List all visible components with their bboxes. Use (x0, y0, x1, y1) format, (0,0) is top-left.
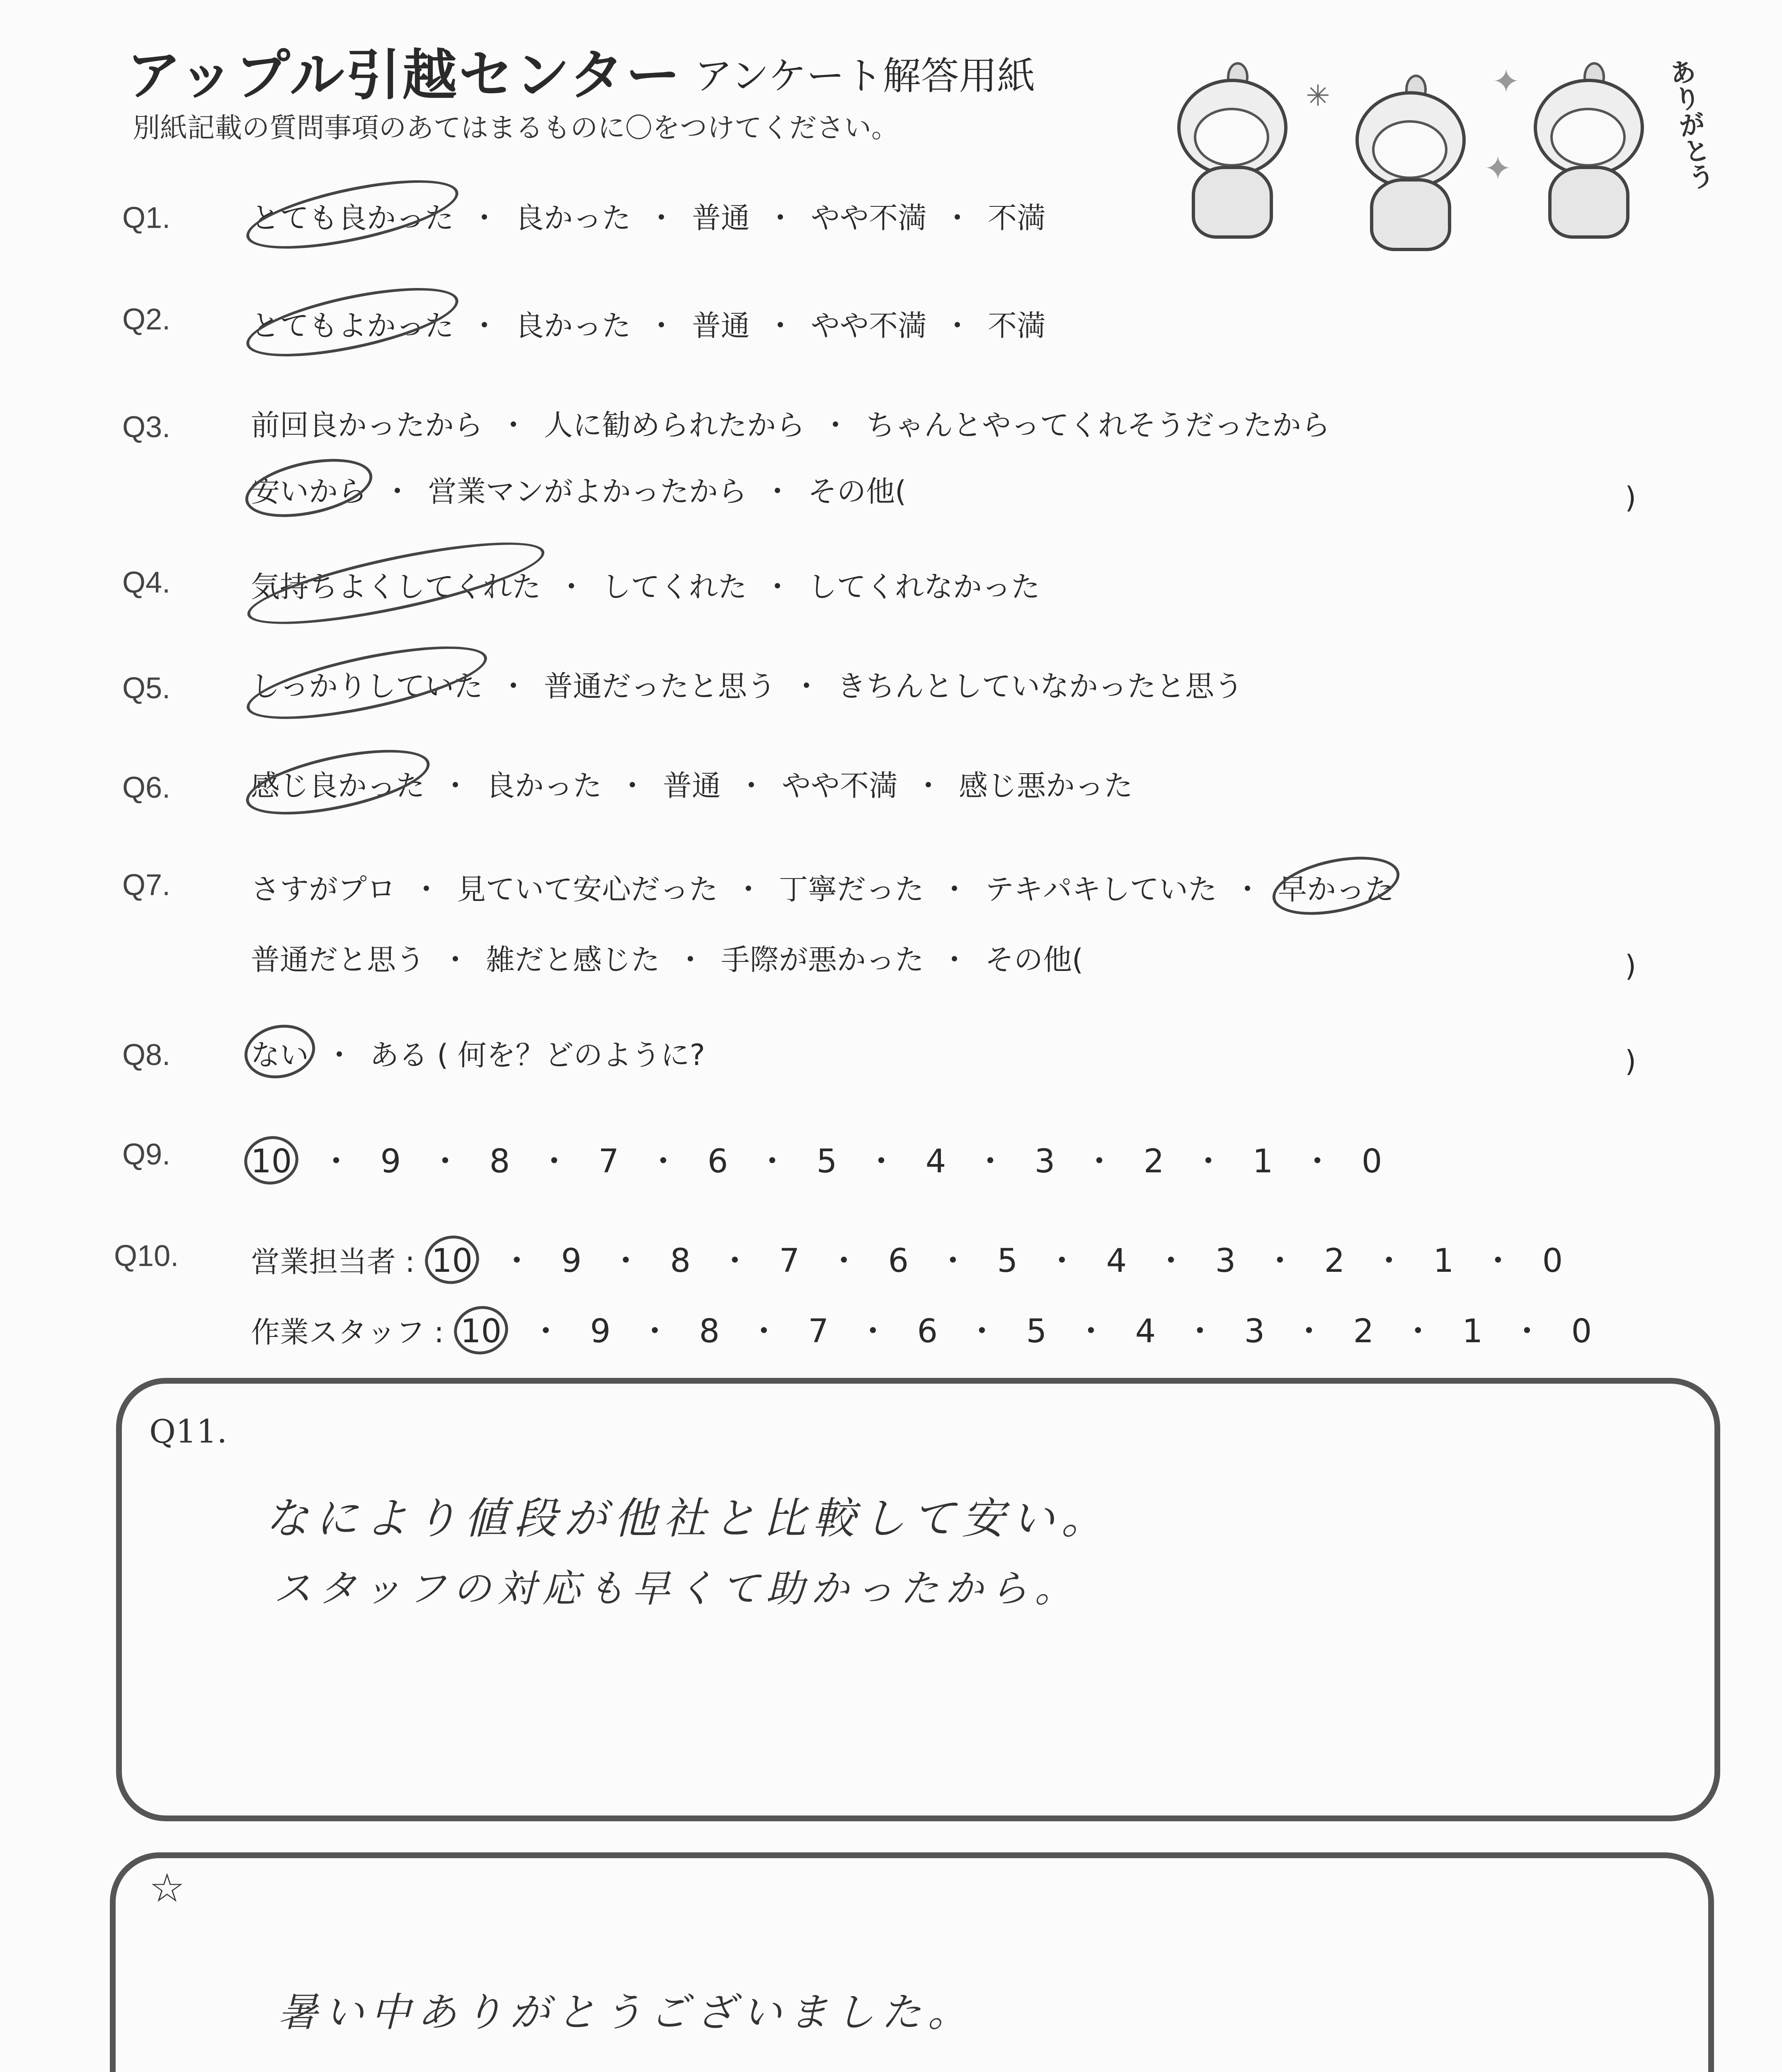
form-subtitle: アンケート解答用紙 (694, 54, 1035, 98)
option-separator: ・ (737, 1313, 790, 1350)
answer-option[interactable]: 普通だったと思う (544, 669, 776, 703)
answer-option[interactable]: 3 (1244, 1313, 1265, 1350)
answer-options-row (251, 762, 1133, 804)
option-separator: ・ (470, 201, 499, 235)
thanks-lettering: ありがとう (1663, 56, 1717, 192)
option-separator: ・ (676, 943, 705, 977)
option-separator: ・ (746, 1143, 799, 1180)
option-separator: ・ (955, 1313, 1009, 1350)
option-separator: ・ (817, 1242, 870, 1280)
option-separator: ・ (763, 570, 792, 604)
answer-option-selected[interactable]: 10 (251, 1143, 292, 1180)
answer-option[interactable]: 6 (707, 1143, 728, 1180)
answer-option[interactable]: 7 (808, 1313, 829, 1350)
q11-label: Q11. (149, 1413, 227, 1450)
question-number: Q9. (122, 1138, 171, 1171)
answer-option[interactable]: やや不満 (811, 309, 927, 343)
answer-option[interactable]: 2 (1353, 1313, 1374, 1350)
answer-options-row (251, 1305, 1592, 1352)
answer-option[interactable]: 2 (1324, 1242, 1345, 1280)
option-separator: ・ (419, 1143, 472, 1180)
answer-options-row (251, 195, 1046, 237)
form-instruction: 別紙記載の質問事項のあてはまるものに〇をつけてください。 (133, 112, 899, 144)
answer-option[interactable]: 雑だと感じた (486, 943, 660, 977)
answer-option[interactable]: 8 (489, 1143, 510, 1180)
answer-option-selected[interactable]: しっかりしていた (251, 663, 483, 705)
option-separator: ・ (325, 1038, 354, 1072)
answer-option[interactable]: 5 (816, 1143, 837, 1180)
answer-option-selected[interactable]: 早かった (1278, 866, 1394, 908)
option-separator: ・ (792, 669, 821, 703)
question-number: Q10. (114, 1239, 179, 1273)
message-line (278, 2068, 1342, 2072)
answer-options-row (251, 564, 1040, 605)
option-separator: ・ (1283, 1313, 1336, 1350)
option-separator: ・ (943, 309, 972, 343)
answer-option-selected[interactable]: 感じ良かった (251, 762, 425, 804)
answer-option[interactable]: やや不満 (782, 769, 898, 803)
answer-option[interactable]: その他( (808, 474, 907, 508)
answer-option[interactable]: 不満 (988, 201, 1046, 235)
option-separator: ・ (310, 1143, 363, 1180)
answer-option[interactable]: 9 (380, 1143, 401, 1180)
option-separator: ・ (1253, 1242, 1307, 1280)
answer-option[interactable]: 1 (1462, 1313, 1483, 1350)
answer-option[interactable]: 6 (917, 1313, 938, 1350)
option-separator: ・ (737, 769, 766, 803)
option-separator: ・ (766, 309, 795, 343)
question-number: Q3. (122, 411, 171, 444)
mascot-monkey-illustration (1161, 62, 1297, 240)
option-separator: ・ (914, 769, 943, 803)
q11-comment-line: なにより値段が他社と比較して安い。 (265, 1493, 1111, 1544)
option-separator: ・ (557, 570, 586, 604)
answer-options-row (251, 468, 906, 510)
answer-option[interactable]: 不満 (988, 309, 1046, 343)
question-number: Q6. (122, 771, 171, 804)
answer-option[interactable]: やや不満 (811, 201, 927, 235)
answer-option[interactable]: 0 (1361, 1143, 1382, 1180)
answer-option[interactable]: ある ( 何を？どのように? (370, 1038, 705, 1072)
option-separator: ・ (1144, 1242, 1198, 1280)
answer-option[interactable]: 8 (699, 1313, 720, 1350)
answer-option-selected[interactable]: とてもよかった (251, 303, 454, 344)
option-separator: ・ (1501, 1313, 1554, 1350)
answer-option[interactable]: 4 (925, 1143, 946, 1180)
answer-options-row (251, 1135, 1382, 1182)
option-separator: ・ (708, 1242, 761, 1280)
option-separator: ・ (637, 1143, 690, 1180)
answer-option[interactable]: 8 (670, 1242, 691, 1280)
option-separator: ・ (628, 1313, 681, 1350)
sparkle-icon: ✦ (1492, 62, 1520, 101)
option-separator: ・ (855, 1143, 908, 1180)
option-separator: ・ (441, 769, 470, 803)
answer-option[interactable]: 7 (779, 1242, 800, 1280)
answer-option[interactable]: 感じ悪かった (959, 769, 1133, 803)
question-number: Q4. (122, 566, 171, 599)
sparkle-icon: ✳ (1306, 79, 1330, 113)
option-separator: ・ (1233, 872, 1262, 906)
option-separator: ・ (763, 474, 792, 508)
question-number: Q5. (122, 672, 171, 705)
answer-option[interactable]: 3 (1215, 1242, 1236, 1280)
answer-option[interactable]: テキパキしていた (985, 872, 1217, 906)
answer-option-selected[interactable]: 安いから (251, 468, 367, 510)
option-separator: ・ (499, 408, 528, 442)
star-icon: ☆ (149, 1865, 185, 1911)
answer-options-row (251, 937, 1083, 978)
option-separator: ・ (766, 201, 795, 235)
option-separator: ・ (647, 201, 676, 235)
answer-options-row (251, 303, 1046, 344)
option-separator: ・ (964, 1143, 1017, 1180)
answer-option[interactable]: 普通 (692, 309, 750, 343)
answer-options-row (251, 1032, 705, 1074)
answer-option[interactable]: 6 (888, 1242, 909, 1280)
question-number: Q8. (122, 1038, 171, 1072)
answer-option[interactable]: 5 (997, 1242, 1018, 1280)
option-separator: ・ (1064, 1313, 1118, 1350)
option-separator: ・ (599, 1242, 652, 1280)
answer-option[interactable]: 良かった (515, 309, 631, 343)
closing-parenthesis: ) (1625, 481, 1637, 515)
message-box[interactable] (110, 1852, 1714, 2072)
answer-option[interactable]: 0 (1571, 1313, 1592, 1350)
option-separator: ・ (1472, 1242, 1525, 1280)
answer-option[interactable]: 5 (1026, 1313, 1047, 1350)
option-separator: ・ (1035, 1242, 1089, 1280)
answer-option[interactable]: その他( (985, 943, 1084, 977)
option-separator: ・ (441, 943, 470, 977)
option-separator: ・ (519, 1313, 572, 1350)
question-number: Q1. (122, 201, 171, 235)
option-separator: ・ (470, 309, 499, 343)
answer-option[interactable]: 前回良かったから (251, 408, 483, 442)
form-title: アップル引越センター (126, 44, 682, 107)
answer-option[interactable]: 営業マンがよかったから (428, 474, 747, 508)
answer-option[interactable]: 普通 (663, 769, 721, 803)
answer-options-row (251, 402, 1330, 444)
answer-option[interactable]: 4 (1106, 1242, 1127, 1280)
option-separator: ・ (499, 669, 528, 703)
answer-option[interactable]: 普通だと思う (251, 943, 425, 977)
answer-option[interactable]: 人に勧められたから (544, 408, 805, 442)
answer-option[interactable]: 3 (1034, 1143, 1055, 1180)
closing-parenthesis: ) (1625, 1044, 1637, 1078)
option-separator: ・ (1182, 1143, 1235, 1180)
option-separator: ・ (940, 872, 969, 906)
question-number: Q2. (122, 303, 171, 336)
answer-option[interactable]: 2 (1143, 1143, 1164, 1180)
answer-option-selected[interactable]: 気持ちよくしてくれた (251, 564, 541, 605)
answer-options-row (251, 663, 1243, 705)
answer-option[interactable]: ちゃんとやってくれそうだったから (866, 408, 1330, 442)
option-separator: ・ (490, 1242, 543, 1280)
option-separator: ・ (1291, 1143, 1344, 1180)
option-separator: ・ (1363, 1242, 1416, 1280)
answer-option[interactable]: 丁寧だった (779, 872, 924, 906)
question-number: Q7. (122, 869, 171, 902)
answer-option-selected[interactable]: 10 (431, 1242, 473, 1280)
answer-option[interactable]: 1 (1252, 1143, 1273, 1180)
answer-option[interactable]: きちんとしていなかったと思う (837, 669, 1243, 703)
answer-option[interactable]: 手際が悪かった (721, 943, 924, 977)
answer-option[interactable]: 見ていて安心だった (457, 872, 718, 906)
answer-option[interactable]: 7 (598, 1143, 619, 1180)
sparkle-icon: ✦ (1484, 149, 1512, 188)
option-separator: ・ (926, 1242, 979, 1280)
answer-option[interactable]: 1 (1433, 1242, 1454, 1280)
mascot-monkey-illustration (1517, 62, 1654, 240)
answer-option[interactable]: 0 (1542, 1242, 1563, 1280)
option-separator: ・ (383, 474, 412, 508)
option-separator: ・ (528, 1143, 581, 1180)
answer-option[interactable]: してくれた (602, 570, 747, 604)
option-separator: ・ (412, 872, 441, 906)
option-separator: ・ (940, 943, 969, 977)
answer-option[interactable]: さすがプロ (251, 872, 396, 906)
answer-option[interactable]: 9 (561, 1242, 582, 1280)
option-separator: ・ (821, 408, 850, 442)
answer-option[interactable]: 9 (590, 1313, 611, 1350)
option-separator: ・ (1173, 1313, 1227, 1350)
option-separator: ・ (1073, 1143, 1126, 1180)
option-separator: ・ (618, 769, 647, 803)
answer-options-row (251, 866, 1394, 908)
answer-option-selected[interactable]: 10 (460, 1313, 502, 1350)
answer-option-selected[interactable]: ない (251, 1032, 309, 1074)
q11-comment-line: スタッフの対応も早くて助かったから。 (274, 1566, 1080, 1611)
closing-parenthesis: ) (1625, 949, 1637, 983)
answer-option[interactable]: 普通 (692, 201, 750, 235)
option-separator: ・ (647, 309, 676, 343)
answer-options-row (251, 1235, 1563, 1281)
option-separator: ・ (1392, 1313, 1445, 1350)
rating-target-label: 作業スタッフ : (251, 1315, 444, 1349)
answer-option[interactable]: してくれなかった (808, 570, 1040, 604)
answer-option[interactable]: 4 (1135, 1313, 1156, 1350)
option-separator: ・ (943, 201, 972, 235)
message-line: 暑い中ありがとうございました。 (278, 1989, 974, 2036)
rating-target-label: 営業担当者 : (251, 1245, 415, 1279)
answer-option-selected[interactable]: とても良かった (251, 195, 454, 237)
mascot-monkey-illustration (1339, 75, 1476, 253)
answer-option[interactable]: 良かった (515, 201, 631, 235)
option-separator: ・ (734, 872, 763, 906)
answer-option[interactable]: 良かった (486, 769, 602, 803)
option-separator: ・ (846, 1313, 899, 1350)
